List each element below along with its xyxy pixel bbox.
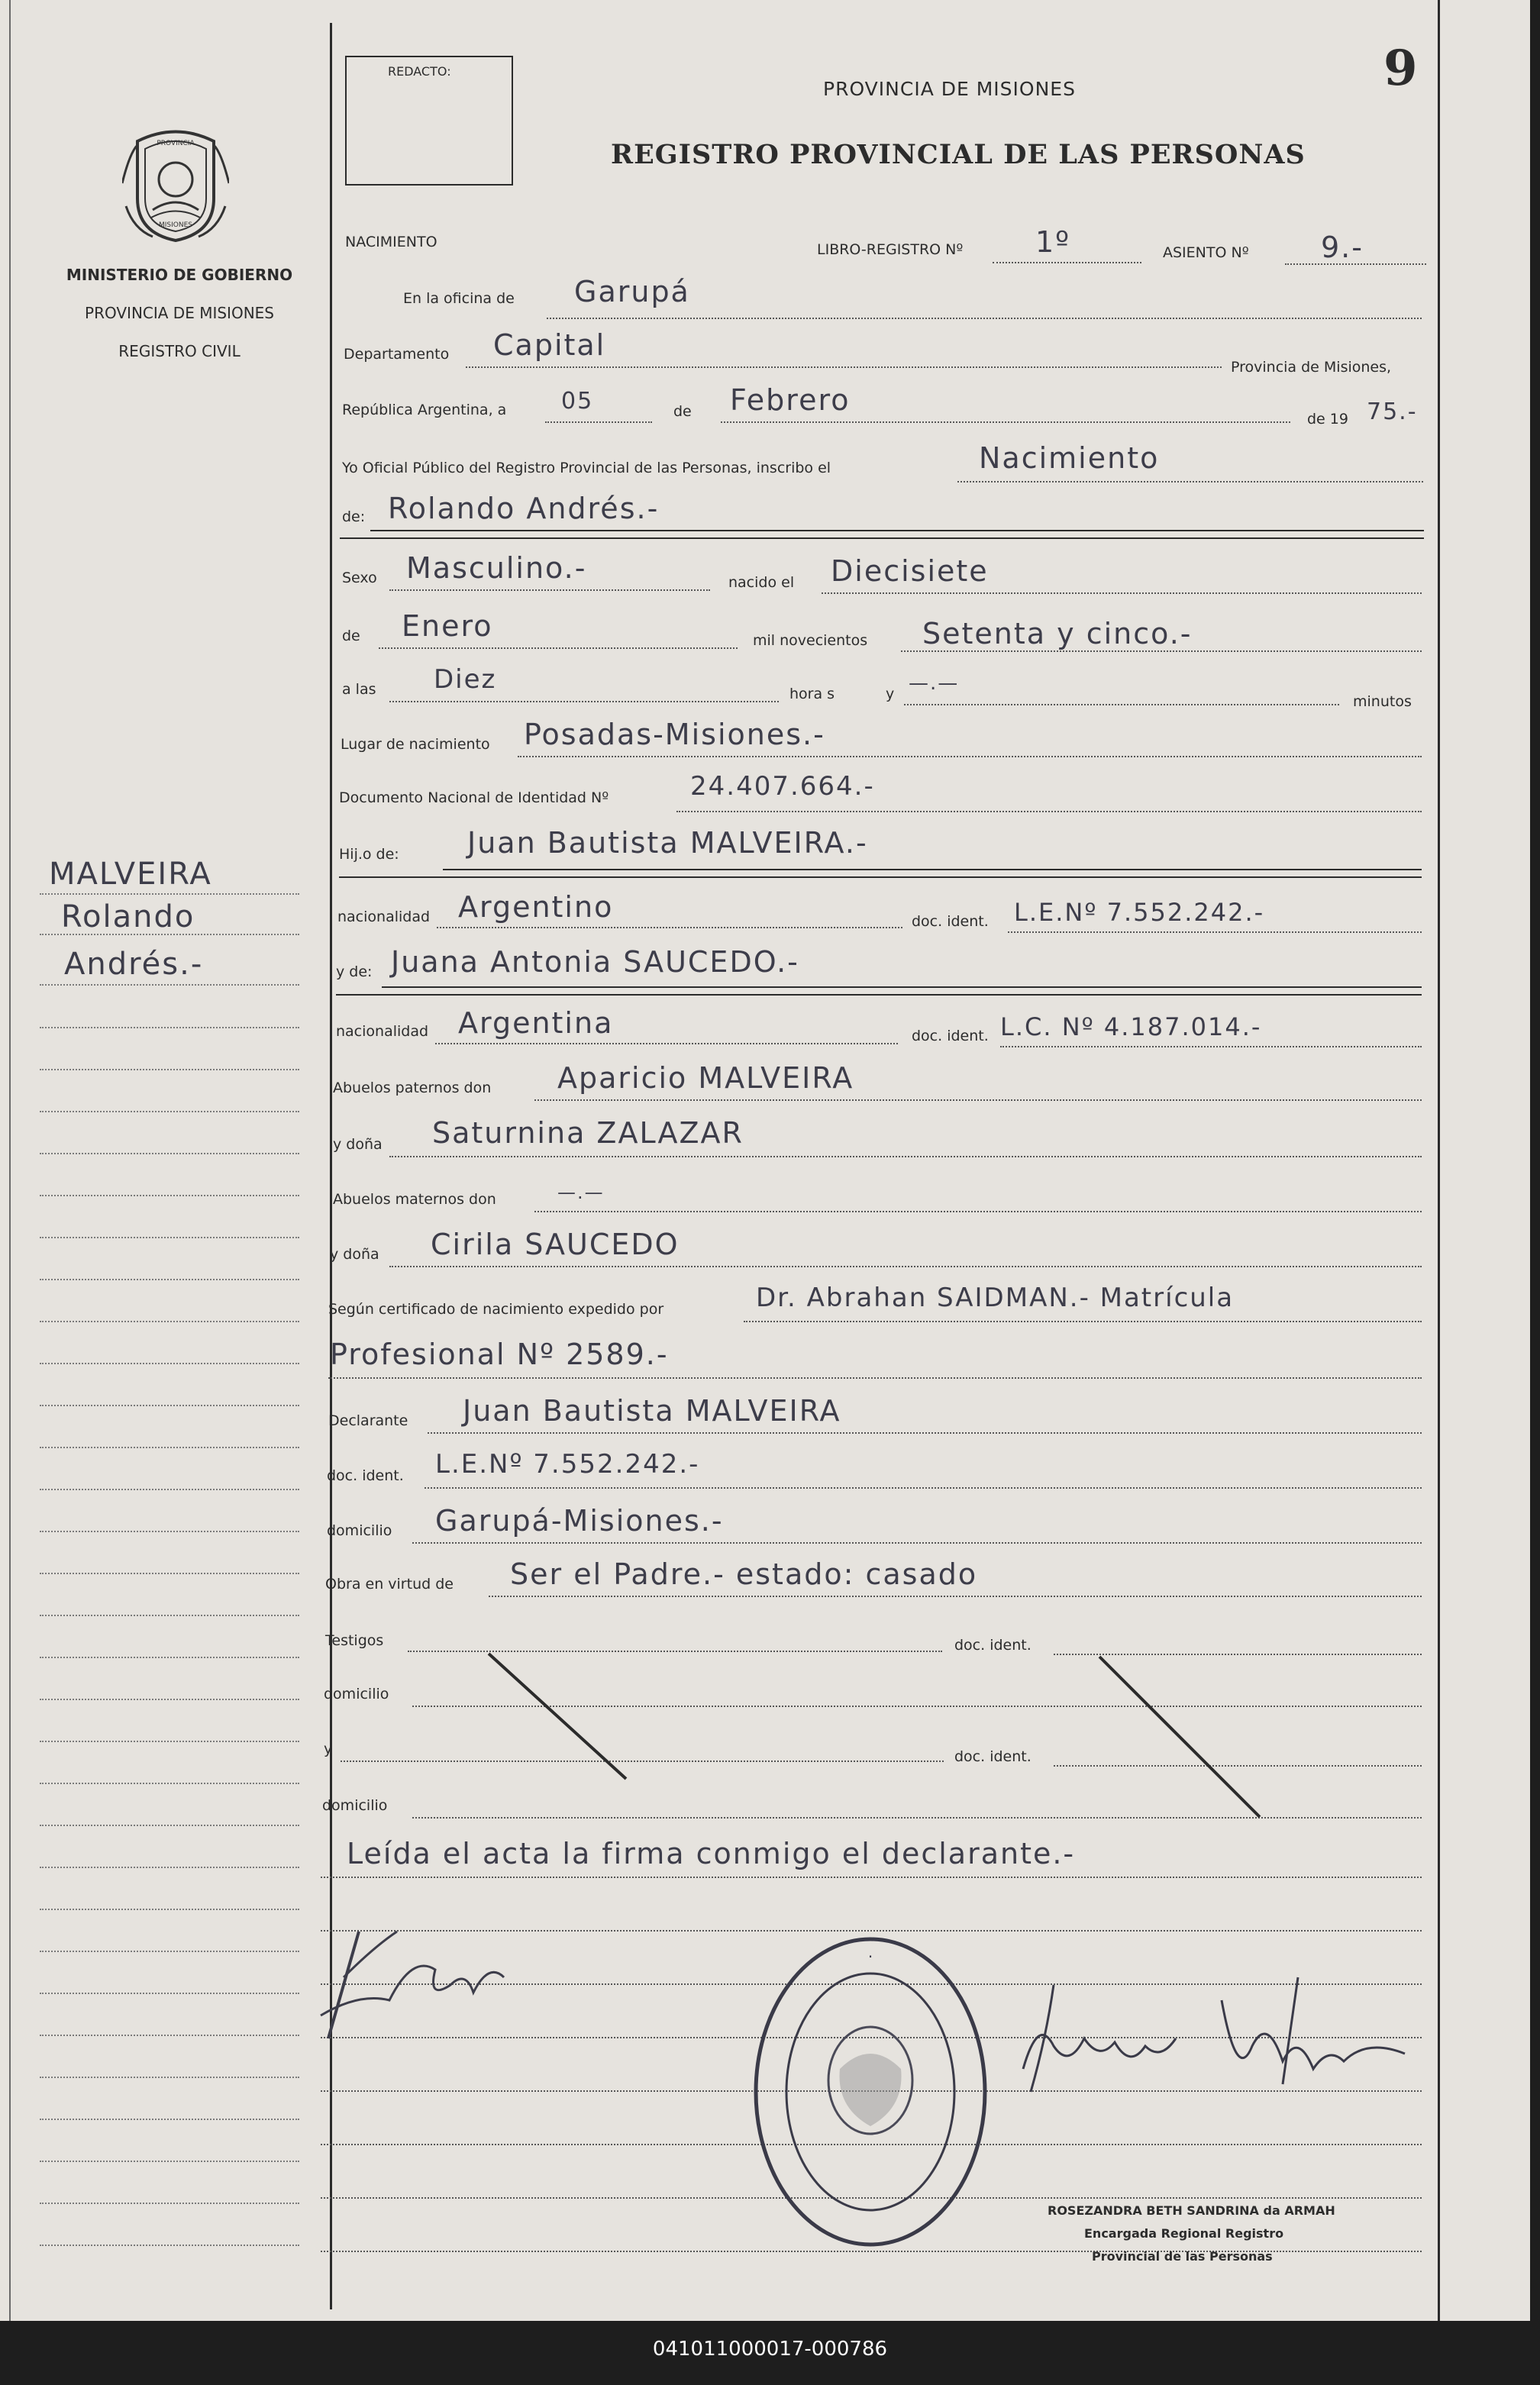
- abuelo-materno-value: —.—: [557, 1182, 605, 1203]
- nacido-anio-value: Setenta y cinco.-: [922, 617, 1193, 650]
- mil-label: mil novecientos: [753, 632, 868, 649]
- domicilio-label: domicilio: [327, 1522, 392, 1539]
- certificado-value: Dr. Abrahan SAIDMAN.- Matrícula: [756, 1283, 1235, 1313]
- registry-title: REGISTRO PROVINCIAL DE LAS PERSONAS: [611, 139, 1306, 170]
- padre-doc-label: doc. ident.: [912, 913, 989, 930]
- oficina-label: En la oficina de: [403, 290, 515, 307]
- certificado-label: Según certificado de nacimiento expedido por: [328, 1301, 664, 1318]
- libro-label: LIBRO-REGISTRO Nº: [817, 241, 964, 258]
- dni-label: Documento Nacional de Identidad Nº: [339, 789, 609, 806]
- page-number: 9: [1383, 40, 1418, 97]
- stamp-line-3: Provincial de las Personas: [1092, 2249, 1273, 2264]
- testigos-domicilio-label: domicilio: [324, 1686, 389, 1702]
- oficina-value: Garupá: [574, 275, 690, 308]
- y-dona-label: y doña: [333, 1136, 383, 1153]
- domicilio-value: Garupá-Misiones.-: [435, 1504, 724, 1538]
- departamento-value: Capital: [493, 328, 606, 362]
- dni-value: 24.407.664.-: [690, 771, 875, 802]
- abuelos-maternos-label: Abuelos maternos don: [333, 1191, 496, 1208]
- closing-text: Leída el acta la firma conmigo el declarante.-: [347, 1837, 1076, 1870]
- obra-value: Ser el Padre.- estado: casado: [510, 1557, 978, 1591]
- provincia-suffix: Provincia de Misiones,: [1231, 359, 1392, 376]
- official-signatures: [1008, 1970, 1420, 2107]
- margin-note-first-name: Rolando: [61, 899, 195, 934]
- lugar-value: Posadas-Misiones.-: [524, 718, 825, 751]
- hijo-label: Hij.o de:: [339, 846, 399, 863]
- left-province-label: PROVINCIA DE MISIONES: [85, 304, 274, 322]
- asiento-value: 9.-: [1321, 231, 1364, 264]
- y-label: y: [886, 686, 895, 702]
- padre-value: Juan Bautista MALVEIRA.-: [467, 826, 868, 860]
- y-dona-label-2: y doña: [330, 1246, 379, 1263]
- dia-value: 05: [561, 388, 594, 415]
- padre-nacionalidad-value: Argentino: [458, 890, 614, 924]
- year-value: 75.-: [1367, 399, 1418, 425]
- de-nombre-label: de:: [342, 508, 366, 525]
- testigos-label: Testigos: [325, 1632, 384, 1649]
- stamp-line-1: ROSEZANDRA BETH SANDRINA da ARMAH: [1048, 2203, 1335, 2218]
- barcode-text: 041011000017-000786: [652, 2338, 888, 2361]
- sexo-value: Masculino.-: [406, 551, 587, 585]
- oficial-text: Yo Oficial Público del Registro Provincial de las Personas, inscribo el: [342, 460, 831, 476]
- nombre-value: Rolando Andrés.-: [388, 492, 660, 525]
- testigos-doc-label-2: doc. ident.: [954, 1748, 1032, 1765]
- declarante-label: Declarante: [328, 1412, 408, 1429]
- svg-text:·: ·: [867, 1948, 873, 1966]
- departamento-label: Departamento: [344, 346, 450, 363]
- de-mes-label: de: [342, 628, 360, 644]
- declarante-doc-label: doc. ident.: [327, 1467, 404, 1484]
- y-de-label: y de:: [336, 963, 373, 980]
- stamp-line-2: Encargada Regional Registro: [1084, 2226, 1284, 2241]
- nacido-dia-value: Diecisiete: [831, 554, 989, 588]
- lugar-label: Lugar de nacimiento: [341, 736, 490, 753]
- redacto-label: REDACTO:: [388, 64, 451, 79]
- declarante-value: Juan Bautista MALVEIRA: [463, 1394, 841, 1428]
- padre-nacionalidad-label: nacionalidad: [337, 908, 431, 925]
- nacido-mes-value: Enero: [402, 609, 493, 643]
- margin-note-surname: MALVEIRA: [49, 857, 212, 892]
- record-type-label: NACIMIENTO: [345, 234, 437, 250]
- abuelo-paterno-value: Aparicio MALVEIRA: [557, 1061, 854, 1095]
- abuela-materna-value: Cirila SAUCEDO: [431, 1228, 680, 1261]
- madre-value: Juana Antonia SAUCEDO.-: [391, 945, 799, 979]
- madre-doc-label: doc. ident.: [912, 1028, 989, 1044]
- sexo-label: Sexo: [342, 570, 377, 586]
- padre-doc-value: L.E.Nº 7.552.242.-: [1014, 898, 1265, 927]
- declarante-doc-value: L.E.Nº 7.552.242.-: [435, 1449, 700, 1480]
- official-seal-icon: [748, 1932, 993, 2252]
- madre-nacionalidad-label: nacionalidad: [336, 1023, 429, 1040]
- libro-value: 1º: [1035, 225, 1071, 259]
- mes-value: Febrero: [730, 383, 851, 417]
- asiento-label: ASIENTO Nº: [1163, 244, 1249, 261]
- abuelos-paternos-label: Abuelos paternos don: [333, 1080, 492, 1096]
- testigos-domicilio-label-2: domicilio: [322, 1797, 388, 1814]
- nacido-label: nacido el: [728, 574, 795, 591]
- hora-value: Diez: [434, 664, 497, 695]
- hora-label: hora s: [789, 686, 835, 702]
- obra-label: Obra en virtud de: [325, 1576, 454, 1593]
- testigos-y-label: y: [324, 1741, 333, 1757]
- emblem-top-text: PROVINCIA: [157, 140, 195, 147]
- a-las-label: a las: [342, 681, 376, 698]
- madre-nacionalidad-value: Argentina: [458, 1006, 614, 1040]
- declarant-signature: [313, 1901, 557, 2054]
- de-label: de: [673, 403, 692, 420]
- certificado-value-2: Profesional Nº 2589.-: [330, 1338, 669, 1371]
- province-header: PROVINCIA DE MISIONES: [823, 78, 1076, 100]
- left-registry-label: REGISTRO CIVIL: [118, 342, 241, 360]
- year-prefix: de 19: [1307, 411, 1348, 428]
- republica-label: República Argentina, a: [342, 402, 507, 418]
- abuela-paterna-value: Saturnina ZALAZAR: [432, 1116, 744, 1150]
- margin-note-second-name: Andrés.-: [64, 947, 204, 982]
- testigos-doc-label: doc. ident.: [954, 1637, 1032, 1654]
- emblem-bottom-text: MISIONES: [158, 221, 193, 229]
- blank-line: [321, 1877, 1422, 1878]
- minutos-value: —.—: [909, 672, 960, 695]
- inscribo-value: Nacimiento: [979, 441, 1160, 475]
- minutos-label: minutos: [1353, 693, 1412, 710]
- madre-doc-value: L.C. Nº 4.187.014.-: [1000, 1012, 1262, 1041]
- ministry-label: MINISTERIO DE GOBIERNO: [66, 266, 293, 284]
